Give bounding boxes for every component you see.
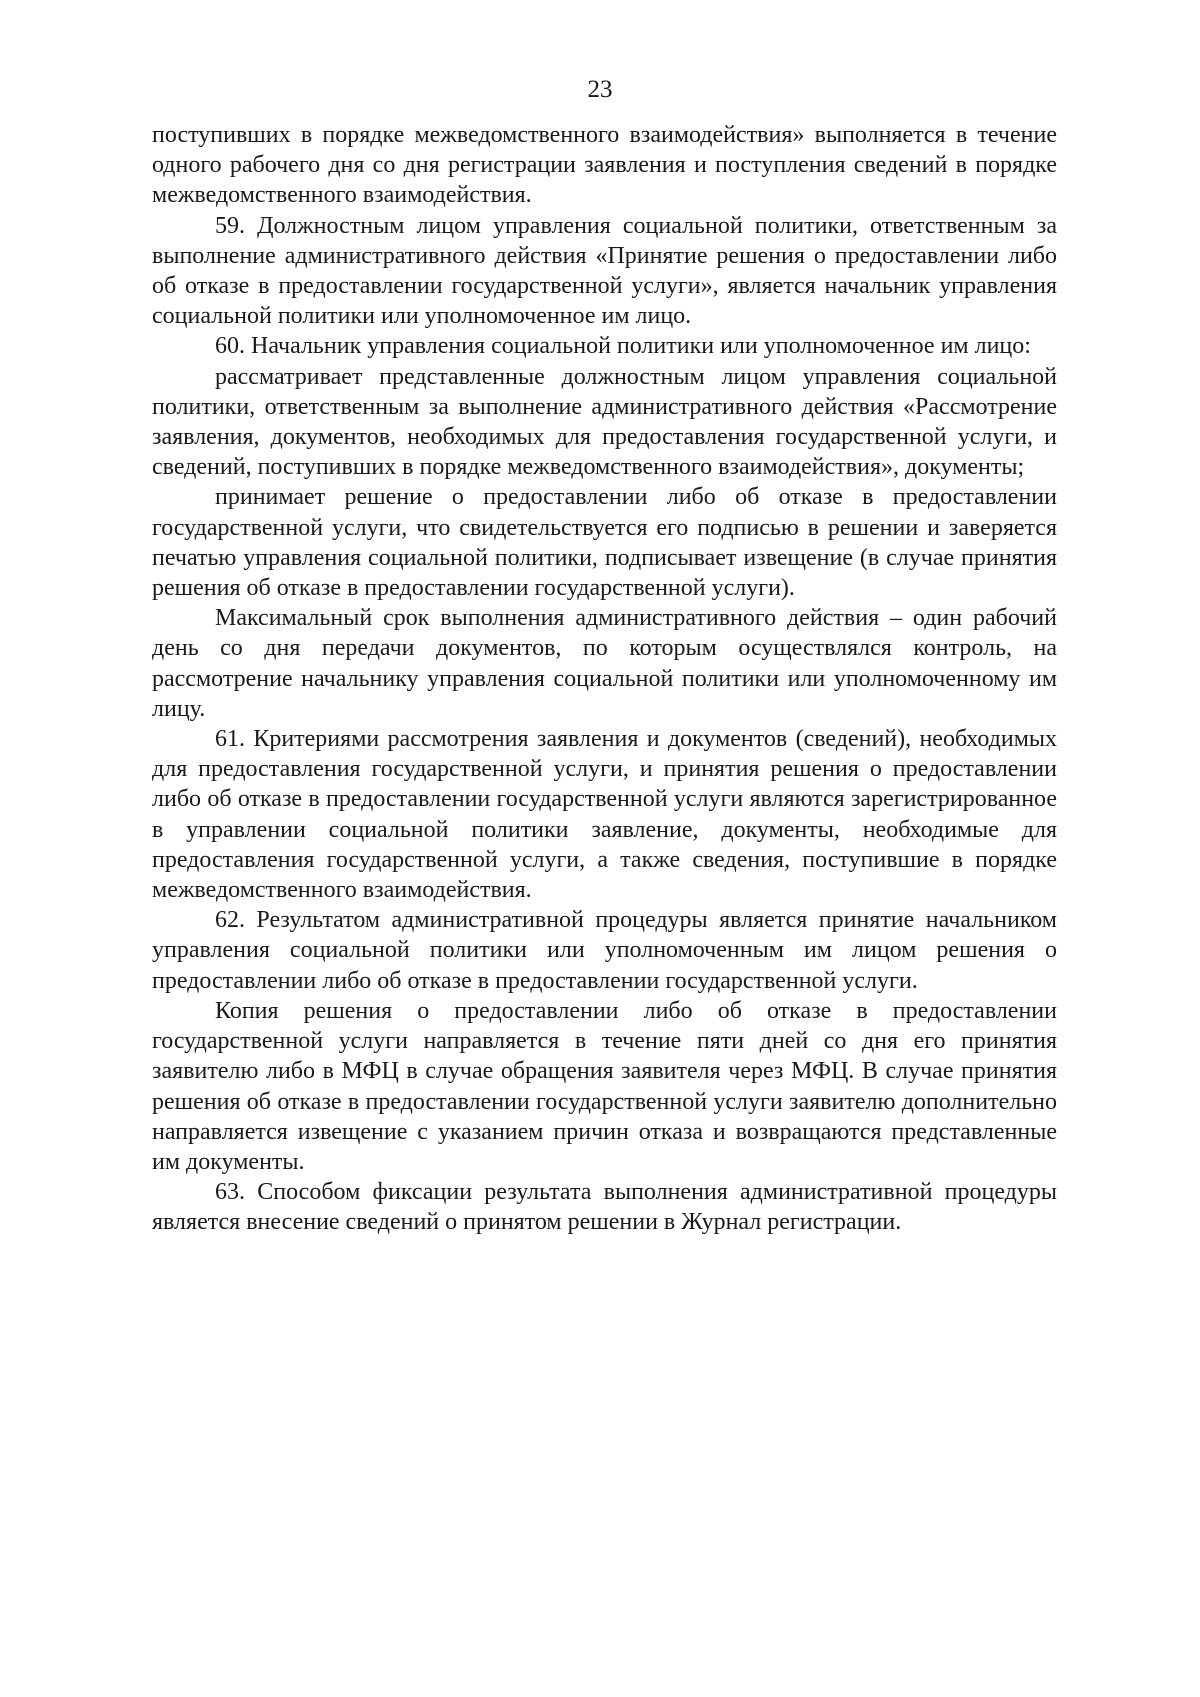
page-number: 23 — [587, 76, 613, 103]
paragraph-60-decision: принимает решение о предоставлении либо об отказе в предоставлении государственной услуги, что свидетельствуется его подписью в решении и заверяется печатью управления социальной политики, подписывает извещение (в случае принятия решения об отказе в предоставлении государственной услуги). — [152, 484, 1057, 602]
paragraph-63: 63. Способом фиксации результата выполнения административной процедуры является внесение сведений о принятом решении в Журнал регистрации. — [152, 1179, 1057, 1236]
paragraph-60: 60. Начальник управления социальной политики или уполномоченное им лицо: — [215, 333, 1031, 360]
paragraph-continuation: поступивших в порядке межведомственного взаимодействия» выполняется в течение одного рабочего дня со дня регистрации заявления и поступления сведений в порядке межведомственного взаимодействия. — [152, 122, 1057, 209]
document-body — [152, 120, 1057, 1238]
paragraph-61: 61. Критериями рассмотрения заявления и документов (сведений), необходимых для предоставления государственной услуги, и принятия решения о предоставлении либо об отказе в предоставлении государственной услуги являются зарегистрированное в управлении социальной политики заявление, документы, необходимые для предоставления государственной услуги, а также сведения, поступившие в порядке межведомственного взаимодействия. — [152, 726, 1057, 904]
paragraph-62: 62. Результатом административной процедуры является принятие начальником управления социальной политики или уполномоченным им лицом решения о предоставлении либо об отказе в предоставлении государственной услуги. — [152, 907, 1057, 994]
paragraph-62-copy: Копия решения о предоставлении либо об отказе в предоставлении государственной услуги направляется в течение пяти дней со дня его принятия заявителю либо в МФЦ в случае обращения заявителя через МФЦ. В случае принятия решения об отказе в предоставлении государственной услуги заявителю дополнительно направляется извещение с указанием причин отказа и возвращаются представленные им документы. — [152, 997, 1057, 1175]
paragraph-60-review: рассматривает представленные должностным лицом управления социальной политики, ответственным за выполнение административного действия «Рассмотрение заявления, документов, необходимых для предоставления государственной услуги, и сведений, поступивших в порядке межведомственного взаимодействия», документы; — [152, 363, 1057, 481]
paragraph-59: 59. Должностным лицом управления социальной политики, ответственным за выполнение административного действия «Принятие решения о предоставлении либо об отказе в предоставлении государственной услуги», является начальник управления социальной политики или уполномоченное им лицо. — [152, 212, 1057, 330]
paragraph-60-deadline: Максимальный срок выполнения административного действия – один рабочий день со дня передачи документов, по которым осуществлялся контроль, на рассмотрение начальнику управления социальной политики или уполномоченному им лицу. — [152, 605, 1057, 722]
